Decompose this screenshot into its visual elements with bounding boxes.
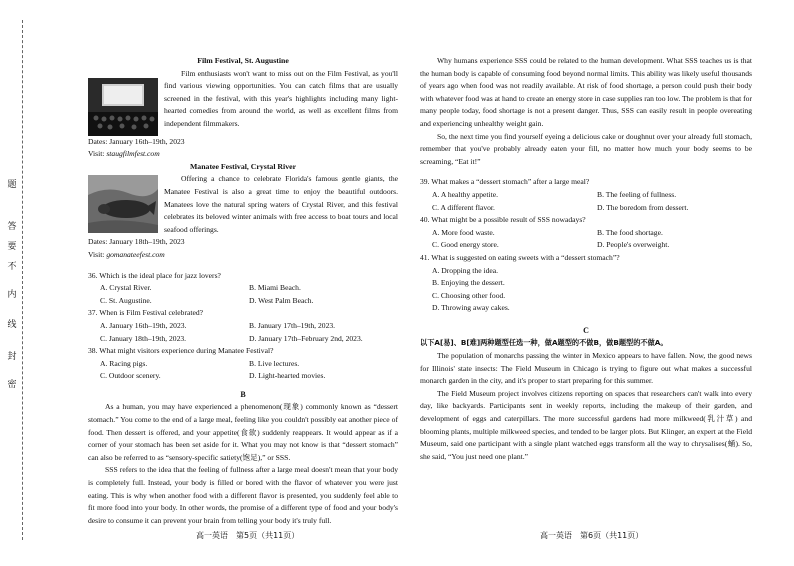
page-footer-left: 高一英语 第5页（共11页）: [196, 531, 300, 540]
film-festival-title: Film Festival, St. Augustine: [197, 56, 289, 65]
option: D. Throwing away cakes.: [432, 303, 510, 313]
question-41-options: [420, 265, 752, 315]
question-38-options: [88, 358, 398, 383]
question-36-options: [88, 282, 398, 307]
film-festival-block: [88, 68, 398, 136]
question-36: 36. Which is the ideal place for jazz lovers?: [88, 270, 221, 280]
question-40-options: [420, 227, 752, 252]
margin-char: 内: [5, 290, 19, 300]
section-c-heading: C: [583, 325, 589, 335]
option: C. Choosing other food.: [432, 290, 506, 300]
visit-label: Visit:: [88, 249, 107, 259]
manatee-festival-dates: Dates: January 18th–19th, 2023: [88, 237, 185, 247]
binding-line: [22, 20, 23, 540]
passage-c-paragraph: The Field Museum project involves citizens reporting on spaces that researchers can't walk into every day, like backyards. Participants sent in weekly reports, including the makeup of their garden, and development of eggs and caterpillars. The more successful gardens had more milkweed(乳汁草) and blooming plants, multiple milkweed species, and tended to be larger plots. But Klinger, an expert at the Field Museum, said one participant with a single plant watched eggs transform all the way to chrysalises(蛹). So, she said, “You just need one plant.”: [420, 388, 752, 461]
passage-b-paragraph: Why humans experience SSS could be related to the human development. What SSS teaches us is that the human body is capable of consuming food beyond normal limits. This ability was likely useful thousands of years ago when food was not readily available. At risk of food shortage, a person could push their body with whatever food was at hand to create an energy store in case supplies ran too low. The problem is that for many people today, food shortage is not a present danger. Thus, SSS can easily result in people overeating and experiencing unhealthy weight gain.: [420, 56, 752, 128]
margin-char: 密: [5, 380, 19, 390]
film-festival-photo: [88, 78, 158, 136]
visit-label: Visit:: [88, 149, 107, 159]
manatee-festival-visit: [88, 249, 398, 262]
film-festival-url: staugfilmfest.com: [106, 149, 160, 159]
option: C. St. Augustine.: [100, 295, 152, 305]
passage-b-paragraph: SSS refers to the idea that the feeling of fullness after a large meal doesn't mean that your body is completely full. Instead, your body is filled or bored with the flavor of whatever you were just eating. This is why when another food with a different flavor is presented, you suddenly feel able to fit more food into your body. In other words, the promise of a different type of food and your body's desire to consume it can prevent your brain from telling your body it's truly full.: [88, 465, 398, 525]
margin-char: 不: [5, 262, 19, 272]
margin-char: 要: [5, 242, 19, 252]
manatee-festival-title: Manatee Festival, Crystal River: [189, 161, 297, 171]
option: D. January 17th–February 2nd, 2023.: [249, 333, 363, 343]
film-festival-dates: Dates: January 16th–19th, 2023: [88, 136, 185, 146]
question-39-options: [420, 189, 752, 214]
option: C. January 18th–19th, 2023.: [100, 333, 187, 343]
binding-margin: [0, 0, 40, 566]
option: B. January 17th–19th, 2023.: [249, 320, 336, 330]
option: B. Live lectures.: [249, 358, 300, 368]
manatee-photo: [88, 175, 158, 233]
left-column: [88, 55, 398, 527]
passage-b-paragraph: As a human, you may have experienced a phenomenon(现象) commonly known as “dessert stomach.” You come to the end of a large meal, feeling like you couldn't possibly eat another piece of food. Then dessert is offered, and your appetite(食欲) suddenly reappears. It would appear as if a corner of your stomach has been set aside for it. What you may not know is that “dessert stomach” can also be referred to as “sensory-specific satiety(饱足),” or SSS.: [88, 402, 398, 462]
option: B. The food shortage.: [597, 227, 663, 237]
option: C. Good energy store.: [432, 240, 499, 250]
margin-char: 答: [5, 222, 19, 232]
option: D. People's overweight.: [597, 240, 670, 250]
right-column: [420, 55, 752, 463]
page-footer-right: 高一英语 第6页（共11页）: [540, 531, 644, 540]
passage-c-paragraph: The population of monarchs passing the winter in Mexico appears to have fallen. Now, the good news for Illinois' state insects: The Field Museum in Chicago is trying to figure out what makes a successful monarch garden in the city, and it's proper to start preparing for this summer.: [420, 351, 752, 386]
option: D. West Palm Beach.: [249, 295, 314, 305]
option: D. Light-hearted movies.: [249, 371, 326, 381]
question-38: 38. What might visitors experience during Manatee Festival?: [88, 346, 274, 356]
option: A. A healthy appetite.: [432, 189, 499, 199]
margin-char: 题: [5, 180, 19, 190]
option: C. A different flavor.: [432, 202, 495, 212]
manatee-festival-body: Offering a chance to celebrate Florida's famous gentle giants, the Manatee Festival is also a great time to enjoy the beautiful outdoors. Manatees love the natural spring waters of Crystal River, and this festival celebrates its beloved winter animals with free access to boat tours and local seafood offerings.: [164, 174, 398, 234]
question-40: 40. What might be a possible result of SSS nowadays?: [420, 215, 586, 225]
option: C. Outdoor scenery.: [100, 371, 161, 381]
option: A. Crystal River.: [100, 283, 152, 293]
option: B. Miami Beach.: [249, 283, 301, 293]
option: A. Dropping the idea.: [432, 265, 499, 275]
passage-b-paragraph: So, the next time you find yourself eyeing a delicious cake or doughnut over your already full stomach, remember that you've probably already eaten your fill, no matter how much your body seems to be screaming, “Eat it!”: [420, 131, 752, 166]
option: A. Racing pigs.: [100, 358, 148, 368]
film-festival-body: Film enthusiasts won't want to miss out on the Film Festival, as you'll find various viewing opportunities. You can catch films that are usually screened in the festival, with this year's highlights including many light-hearted comedies from around the world, as well as excellent films from independent filmmakers.: [164, 68, 398, 128]
margin-char: 线: [5, 320, 19, 330]
margin-char: 封: [5, 352, 19, 362]
manatee-festival-block: [88, 173, 398, 236]
option: D. The boredom from dessert.: [597, 202, 689, 212]
option: B. Enjoying the dessert.: [432, 278, 505, 288]
option: A. More food waste.: [432, 227, 495, 237]
section-c-instruction: 以下A[易]、B[难]两种题型任选一种，做A题型的不做B，做B题型的不做A。: [420, 338, 668, 348]
option: A. January 16th–19th, 2023.: [100, 320, 187, 330]
manatee-festival-url: gomanateefest.com: [106, 249, 165, 259]
question-39: 39. What makes a “dessert stomach” after a large meal?: [420, 177, 590, 187]
section-b-heading: B: [240, 389, 246, 399]
question-37-options: [88, 320, 398, 345]
film-festival-visit: [88, 148, 398, 161]
question-41: 41. What is suggested on eating sweets with a “dessert stomach”?: [420, 252, 620, 262]
question-37: 37. When is Film Festival celebrated?: [88, 308, 204, 318]
option: B. The feeling of fullness.: [597, 189, 677, 199]
